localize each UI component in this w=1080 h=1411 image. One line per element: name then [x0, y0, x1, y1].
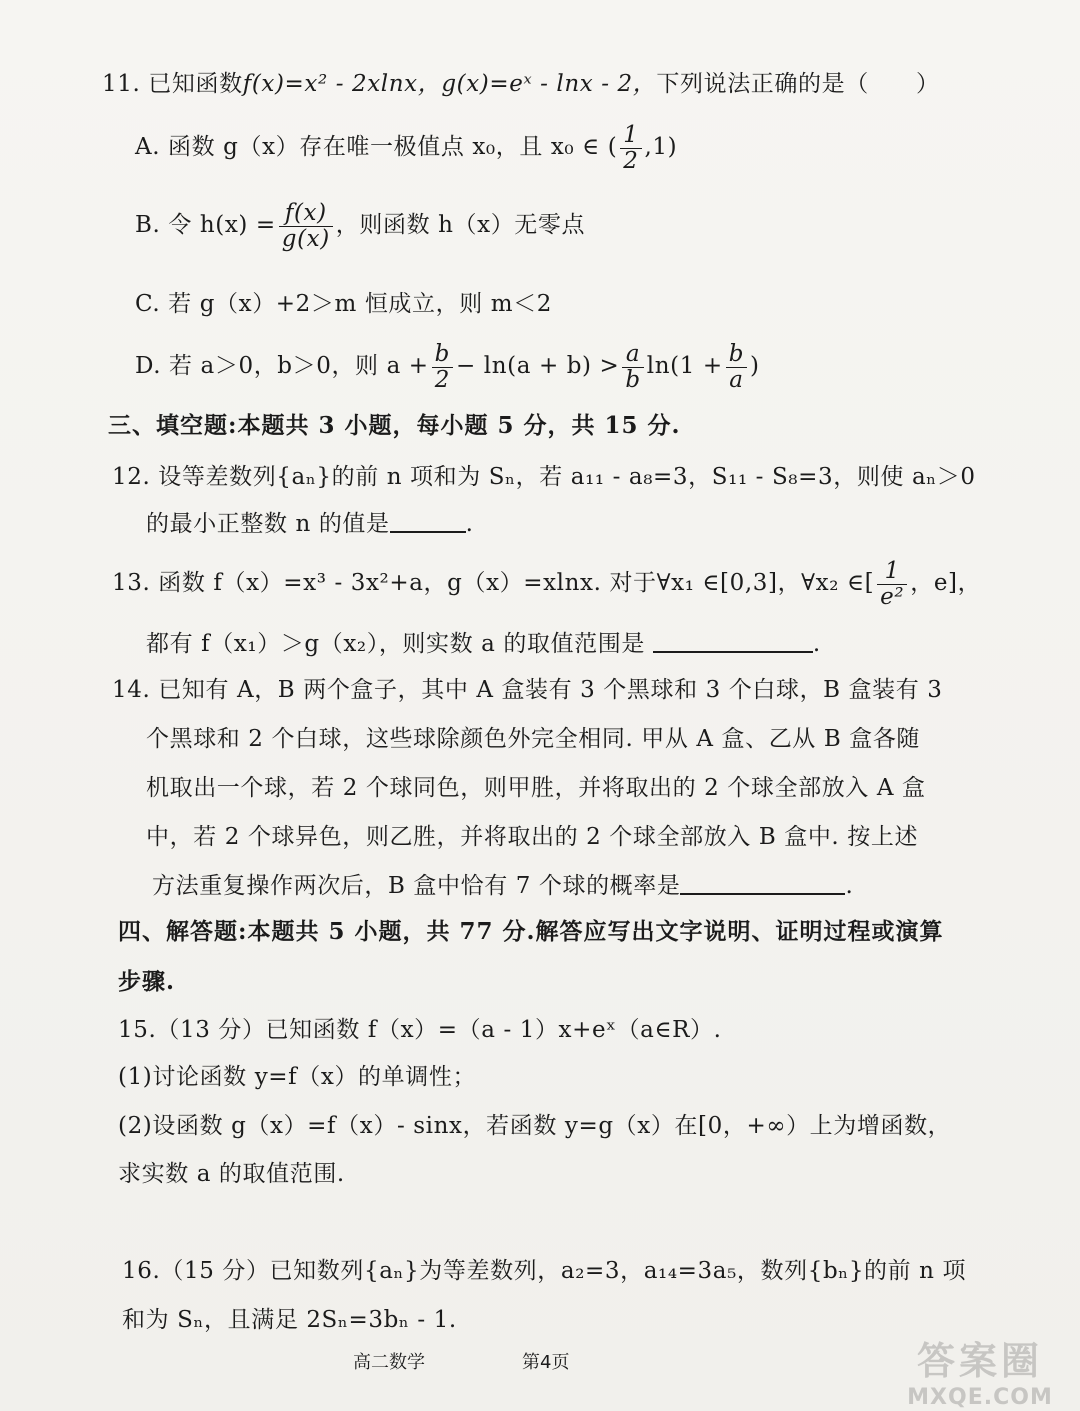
- q15-line3: (2)设函数 g（x）=f（x）- sinx，若函数 y=g（x）在[0，+∞）上为增函数，: [118, 1113, 952, 1139]
- answer-blank: [680, 871, 845, 895]
- q11-stem: 11. 已知函数f(x)=x² - 2xlnx，g(x)=eˣ - lnx - 2，下列说法正确的是（ ）: [102, 71, 940, 97]
- q11-option-d: D. 若 a＞0，b＞0，则 a + $\frac{b}{2}$ − ln(a + b) > $\frac{a}{b}$ ln(1 + $\frac{b}{a}$ ): [135, 341, 760, 393]
- fraction: $\frac{b}{2}$: [432, 342, 453, 391]
- q13-line2: 都有 f（x₁）＞g（x₂），则实数 a 的取值范围是 .: [146, 631, 821, 657]
- q14-line4: 中，若 2 个球异色，则乙胜，并将取出的 2 个球全部放入 B 盒中. 按上述: [146, 824, 919, 850]
- q16-line2: 和为 Sₙ，且满足 2Sₙ=3bₙ - 1.: [122, 1307, 457, 1333]
- q11-option-b: B. 令 h(x) = $\frac{f(x)}{g(x)}$ ，则函数 h（x）无零点: [135, 200, 586, 252]
- q11-option-a: A. 函数 g（x）存在唯一极值点 x₀，且 x₀ ∈ ( $\frac{1}{2}$ ,1): [135, 122, 678, 174]
- fraction: $\frac{f(x)}{g(x)}$: [279, 201, 333, 250]
- watermark-logo: 答案圈 MXQE.COM: [907, 1339, 1053, 1410]
- section-3-heading: 三、填空题:本题共 3 小题，每小题 5 分，共 15 分.: [108, 412, 681, 439]
- section-4-heading-cont: 步骤.: [118, 968, 176, 995]
- section-4-heading: 四、解答题:本题共 5 小题，共 77 分.解答应写出文字说明、证明过程或演算: [118, 918, 944, 945]
- q15-line4: 求实数 a 的取值范围.: [118, 1161, 345, 1187]
- q15-line2: (1)讨论函数 y=f（x）的单调性；: [118, 1064, 477, 1090]
- fraction: $\frac{1}{2}$: [620, 123, 641, 172]
- answer-blank: [653, 629, 813, 653]
- fraction: $\frac{a}{b}$: [622, 342, 643, 391]
- q13-line1: 13. 函数 f（x）=x³ - 3x²+a，g（x）=xlnx. 对于∀x₁ ∈[0,3]，∀x₂ ∈[ $\frac{1}{\text{e²}}$ ，e]，: [112, 558, 982, 610]
- answer-blank: [390, 509, 466, 533]
- q14-line2: 个黑球和 2 个白球，这些球除颜色外完全相同. 甲从 A 盒、乙从 B 盒各随: [146, 726, 921, 752]
- footer-page-number: 第4页: [522, 1352, 570, 1373]
- q16-line1: 16.（15 分）已知数列{aₙ}为等差数列，a₂=3，a₁₄=3a₅，数列{bₙ}的前 n 项: [122, 1258, 967, 1284]
- footer-subject: 高二数学: [353, 1352, 425, 1373]
- q14-line5: 方法重复操作两次后，B 盒中恰有 7 个球的概率是 .: [152, 873, 854, 899]
- q12-line1: 12. 设等差数列{aₙ}的前 n 项和为 Sₙ，若 a₁₁ - a₈=3，S₁₁ - S₈=3，则使 aₙ＞0: [112, 464, 976, 490]
- fraction: $\frac{b}{a}$: [726, 342, 747, 391]
- q14-line3: 机取出一个球，若 2 个球同色，则甲胜，并将取出的 2 个球全部放入 A 盒: [146, 775, 926, 801]
- q15-line1: 15.（13 分）已知函数 f（x）=（a - 1）x+eˣ（a∈R）.: [118, 1017, 722, 1043]
- q12-line2: 的最小正整数 n 的值是 .: [146, 511, 474, 537]
- q11-option-c: C. 若 g（x）+2＞m 恒成立，则 m＜2: [135, 291, 552, 317]
- q14-line1: 14. 已知有 A，B 两个盒子，其中 A 盒装有 3 个黑球和 3 个白球，B 盒装有 3: [112, 677, 943, 703]
- fraction: $\frac{1}{\text{e²}}$: [877, 559, 907, 608]
